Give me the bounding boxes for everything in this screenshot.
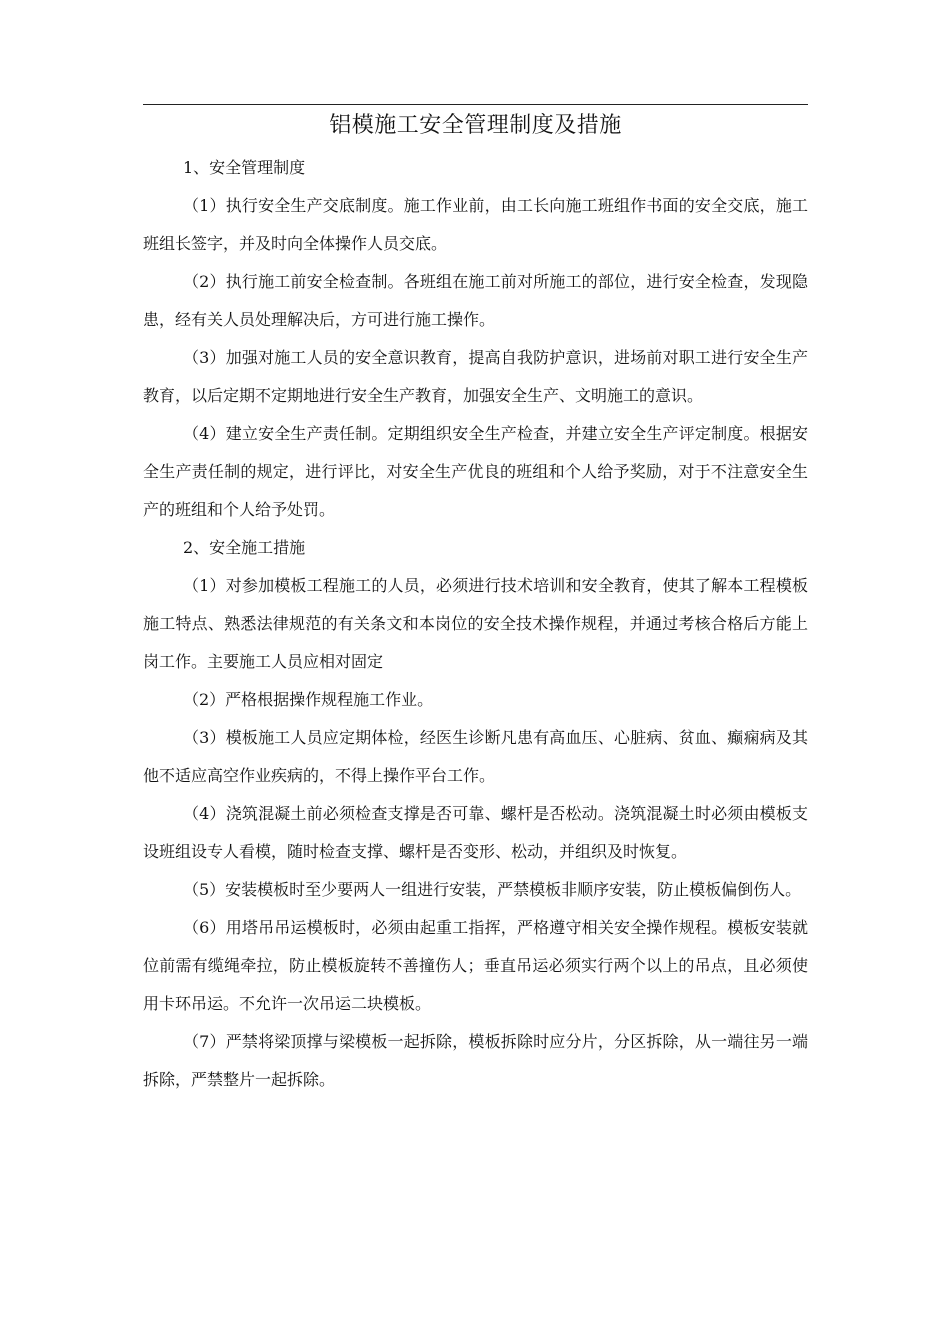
paragraph: （7）严禁将梁顶撑与梁模板一起拆除，模板拆除时应分片，分区拆除，从一端往另一端拆除，严禁整片一起拆除。 bbox=[143, 1032, 808, 1089]
document-page bbox=[143, 104, 808, 1099]
paragraph: （5）安装模板时至少要两人一组进行安装，严禁模板非顺序安装，防止模板偏倒伤人。 bbox=[183, 880, 802, 899]
header-rule bbox=[143, 104, 808, 105]
paragraph: （3）模板施工人员应定期体检，经医生诊断凡患有高血压、心脏病、贫血、癫痫病及其他不适应高空作业疾病的，不得上操作平台工作。 bbox=[143, 728, 808, 785]
document-title: 铝模施工安全管理制度及措施 bbox=[329, 113, 622, 138]
section-heading: 2、安全施工措施 bbox=[183, 538, 306, 557]
paragraph: （6）用塔吊吊运模板时，必须由起重工指挥，严格遵守相关安全操作规程。模板安装就位前需有缆绳牵拉，防止模板旋转不善撞伤人；垂直吊运必须实行两个以上的吊点，且必须使用卡环吊运。不允许一次吊运二块模板。 bbox=[143, 918, 808, 1013]
paragraph: （3）加强对施工人员的安全意识教育，提高自我防护意识，进场前对职工进行安全生产教育，以后定期不定期地进行安全生产教育，加强安全生产、文明施工的意识。 bbox=[143, 348, 808, 405]
paragraph: （1）执行安全生产交底制度。施工作业前，由工长向施工班组作书面的安全交底，施工班组长签字，并及时向全体操作人员交底。 bbox=[143, 196, 808, 253]
paragraph: （4）建立安全生产责任制。定期组织安全生产检查，并建立安全生产评定制度。根据安全生产责任制的规定，进行评比，对安全生产优良的班组和个人给予奖励，对于不注意安全生产的班组和个人给予处罚。 bbox=[143, 424, 808, 519]
paragraph: （2）严格根据操作规程施工作业。 bbox=[183, 690, 434, 709]
paragraph: （4）浇筑混凝土前必须检查支撑是否可靠、螺杆是否松动。浇筑混凝土时必须由模板支设班组设专人看模，随时检查支撑、螺杆是否变形、松动，并组织及时恢复。 bbox=[143, 804, 808, 861]
paragraph: （1）对参加模板工程施工的人员，必须进行技术培训和安全教育，使其了解本工程模板施工特点、熟悉法律规范的有关条文和本岗位的安全技术操作规程，并通过考核合格后方能上岗工作。主要施工人员应相对固定 bbox=[143, 576, 808, 671]
section-heading: 1、安全管理制度 bbox=[183, 158, 306, 177]
paragraph: （2）执行施工前安全检查制。各班组在施工前对所施工的部位，进行安全检查，发现隐患，经有关人员处理解决后，方可进行施工操作。 bbox=[143, 272, 808, 329]
